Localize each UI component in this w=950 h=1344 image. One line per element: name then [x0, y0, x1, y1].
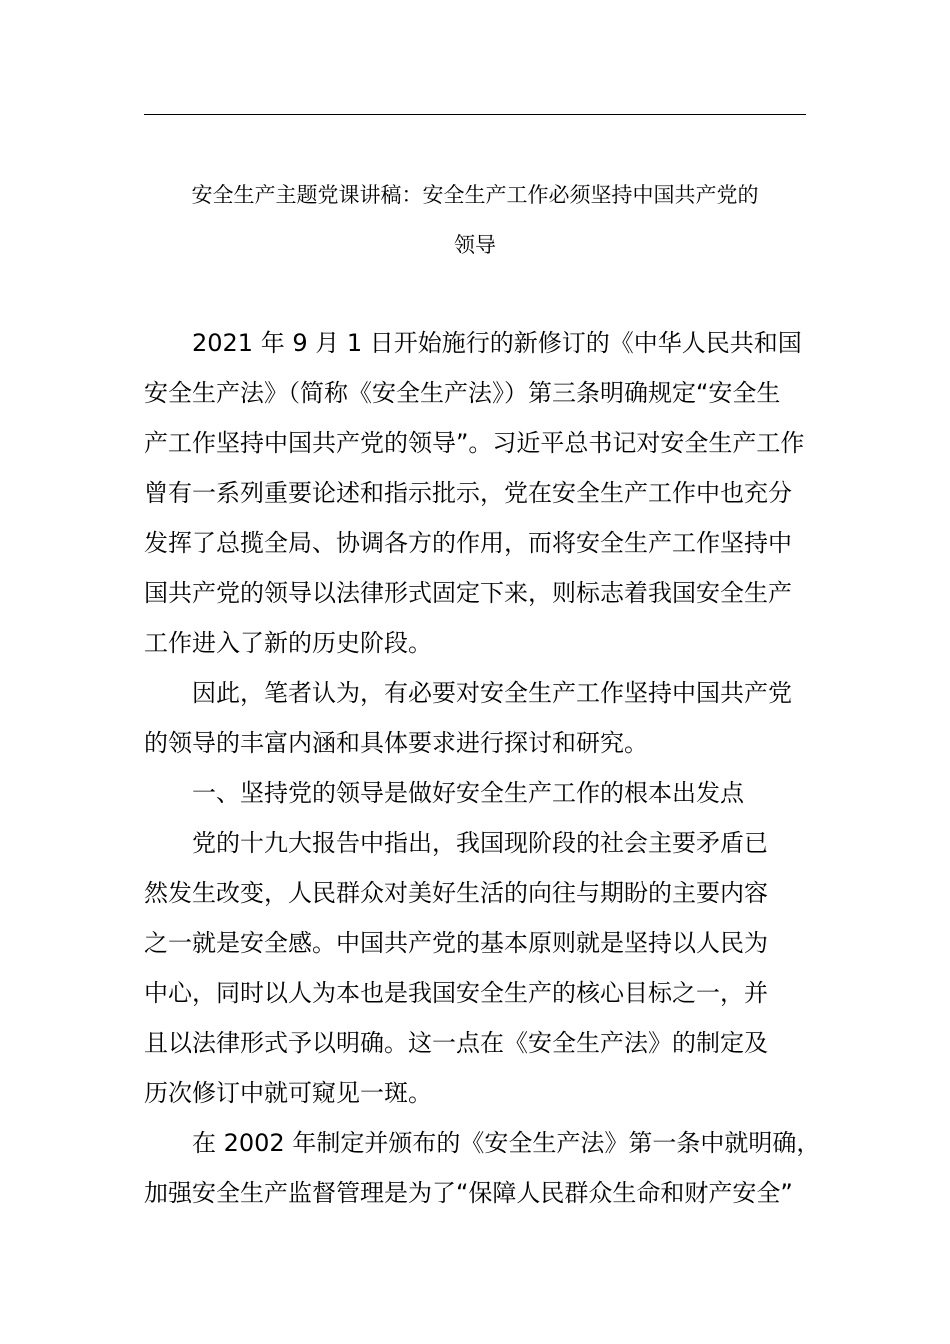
text-line: 加强安全生产监督管理是为了“保障人民群众生命和财产安全”	[144, 1179, 793, 1207]
document-body	[144, 318, 821, 1218]
text-line: 因此，笔者认为，有必要对安全生产工作坚持中国共产党	[144, 679, 792, 707]
title-line: 安全生产主题党课讲稿：安全生产工作必须坚持中国共产党的	[191, 183, 759, 207]
text-line: 历次修订中就可窥见一斑。	[144, 1079, 432, 1107]
text-line: 国共产党的领导以法律形式固定下来，则标志着我国安全生产	[144, 579, 792, 607]
text-line: 产工作坚持中国共产党的领导”。习近平总书记对安全生产工作	[144, 429, 805, 457]
text-line: 曾有一系列重要论述和指示批示，党在安全生产工作中也充分	[144, 479, 792, 507]
document-title	[144, 170, 806, 270]
title-line: 领导	[454, 233, 496, 257]
section-heading	[144, 768, 814, 818]
text-line: 安全生产法》（简称《安全生产法》）第三条明确规定“安全生	[144, 379, 781, 407]
text-line: 在 2002 年制定并颁布的《安全生产法》第一条中就明确，	[144, 1129, 821, 1157]
text-line: 中心，同时以人为本也是我国安全生产的核心目标之一，并	[144, 979, 768, 1007]
text-line: 之一就是安全感。中国共产党的基本原则就是坚持以人民为	[144, 929, 768, 957]
text-line: 的领导的丰富内涵和具体要求进行探讨和研究。	[144, 729, 648, 757]
text-line: 且以法律形式予以明确。这一点在《安全生产法》的制定及	[144, 1029, 768, 1057]
paragraph	[144, 1118, 821, 1218]
paragraph	[144, 818, 814, 1118]
text-line: 2021 年 9 月 1 日开始施行的新修订的《中华人民共和国	[144, 329, 802, 357]
text-line: 党的十九大报告中指出，我国现阶段的社会主要矛盾已	[144, 829, 768, 857]
top-divider	[144, 114, 806, 115]
text-line: 工作进入了新的历史阶段。	[144, 629, 432, 657]
paragraph	[144, 318, 814, 668]
text-line: 一、坚持党的领导是做好安全生产工作的根本出发点	[144, 779, 744, 807]
paragraph	[144, 668, 814, 768]
text-line: 然发生改变，人民群众对美好生活的向往与期盼的主要内容	[144, 879, 768, 907]
text-line: 发挥了总揽全局、协调各方的作用，而将安全生产工作坚持中	[144, 529, 792, 557]
